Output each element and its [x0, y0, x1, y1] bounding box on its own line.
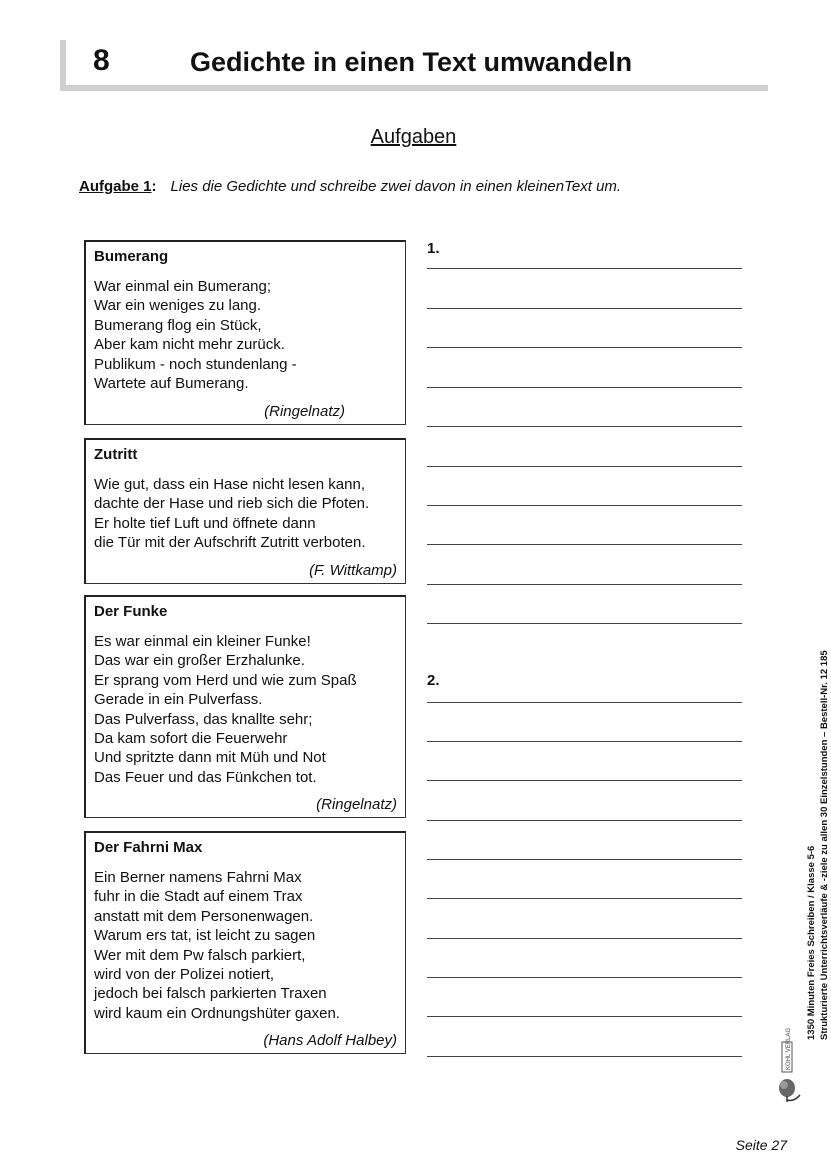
poem-line: Das Feuer und das Fünkchen tot. — [94, 768, 317, 786]
task-label: Aufgabe 1 — [79, 178, 152, 195]
poem-line: Es war einmal ein kleiner Funke! — [94, 633, 311, 650]
writing-line[interactable] — [427, 820, 742, 821]
poem-title: Der Fahrni Max — [94, 839, 203, 856]
task-text: Lies die Gedichte und schreibe zwei davon in einen kleinenText um. — [170, 178, 622, 195]
writing-line[interactable] — [427, 584, 742, 585]
poem-line: Das Pulverfass, das knallte sehr; — [94, 710, 313, 728]
poem-line: die Tür mit der Aufschrift Zutritt verboten. — [94, 534, 366, 552]
sidebar-line-1: 1350 Minuten Freies Schreiben / Klasse 5-6 — [806, 845, 817, 1040]
poem-line: Er holte tief Luft und öffnete dann — [94, 514, 316, 532]
writing-line[interactable] — [427, 741, 742, 742]
poem-box-der-fahrni-max — [84, 831, 406, 1054]
writing-line[interactable] — [427, 780, 742, 781]
poem-line: Ein Berner namens Fahrni Max — [94, 869, 302, 886]
writing-line[interactable] — [427, 623, 742, 624]
header-bar-left — [60, 40, 66, 90]
poem-line: Aber kam nicht mehr zurück. — [94, 336, 285, 354]
poem-line: Wer mit dem Pw falsch parkiert, — [94, 946, 306, 964]
poem-title: Der Funke — [94, 603, 168, 620]
page-title: Gedichte in einen Text umwandeln — [190, 47, 633, 77]
poem-line: Bumerang flog ein Stück, — [94, 316, 262, 334]
writing-line[interactable] — [427, 898, 742, 899]
publisher-logo-text: KOHL VERLAG — [786, 1027, 792, 1070]
writing-line[interactable] — [427, 268, 742, 269]
poem-box-zutritt — [84, 438, 406, 584]
sidebar-line-2: Strukturierte Unterrichtsverläufe & -ziele zu allen 30 Einzelstunden – Bestell-Nr. 12 185 — [819, 650, 830, 1040]
publisher-sidebar — [805, 650, 831, 1040]
poem-line: jedoch bei falsch parkierten Traxen — [94, 985, 327, 1003]
poem-author: (Ringelnatz) — [264, 403, 345, 420]
writing-line[interactable] — [427, 702, 742, 703]
poem-line: War einmal ein Bumerang; — [94, 278, 272, 295]
publisher-logo-icon — [776, 1027, 804, 1104]
poem-title: Zutritt — [94, 446, 138, 463]
poem-line: fuhr in die Stadt auf einem Trax — [94, 888, 303, 906]
poem-line: War ein weniges zu lang. — [94, 297, 262, 315]
poem-box-bumerang — [84, 240, 406, 425]
poem-line: Wartete auf Bumerang. — [94, 375, 249, 393]
chapter-number: 8 — [93, 44, 110, 77]
writing-line[interactable] — [427, 977, 742, 978]
page-number: Seite 27 — [735, 1137, 787, 1153]
writing-line[interactable] — [427, 347, 742, 348]
poem-line: anstatt mit dem Personenwagen. — [94, 907, 314, 925]
poem-line: Und spritzte dann mit Müh und Not — [94, 749, 326, 767]
poem-line: Warum ers tat, ist leicht zu sagen — [94, 927, 316, 945]
writing-line[interactable] — [427, 505, 742, 506]
header-bar-bottom — [60, 85, 768, 91]
poem-box-der-funke — [84, 595, 406, 818]
poem-title: Bumerang — [94, 248, 169, 265]
writing-line[interactable] — [427, 426, 742, 427]
writing-line[interactable] — [427, 466, 742, 467]
section-title: Aufgaben — [370, 126, 457, 148]
poem-line: dachte der Hase und rieb sich die Pfoten. — [94, 495, 370, 513]
poem-line: wird kaum ein Ordnungshüter gaxen. — [94, 1004, 340, 1022]
writing-line[interactable] — [427, 544, 742, 545]
writing-label-1: 1. — [427, 240, 440, 257]
writing-line[interactable] — [427, 1016, 742, 1017]
poem-line: Wie gut, dass ein Hase nicht lesen kann, — [94, 476, 365, 493]
poem-line: Gerade in ein Pulverfass. — [94, 691, 263, 709]
task-instruction — [79, 178, 621, 195]
poem-author: (F. Wittkamp) — [309, 562, 397, 579]
poem-author: (Hans Adolf Halbey) — [263, 1032, 397, 1049]
writing-line[interactable] — [427, 308, 742, 309]
poem-line: Das war ein großer Erzhalunke. — [94, 652, 305, 670]
writing-line[interactable] — [427, 859, 742, 860]
writing-line[interactable] — [427, 938, 742, 939]
poem-line: Da kam sofort die Feuerwehr — [94, 730, 288, 748]
poem-line: Er sprang vom Herd und wie zum Spaß — [94, 671, 357, 689]
poem-author: (Ringelnatz) — [316, 796, 397, 813]
poem-line: wird von der Polizei notiert, — [94, 966, 275, 984]
writing-label-2: 2. — [427, 672, 440, 689]
task-separator: : — [151, 178, 157, 195]
poem-line: Publikum - noch stundenlang - — [94, 355, 297, 373]
writing-line[interactable] — [427, 1056, 742, 1057]
writing-line[interactable] — [427, 387, 742, 388]
